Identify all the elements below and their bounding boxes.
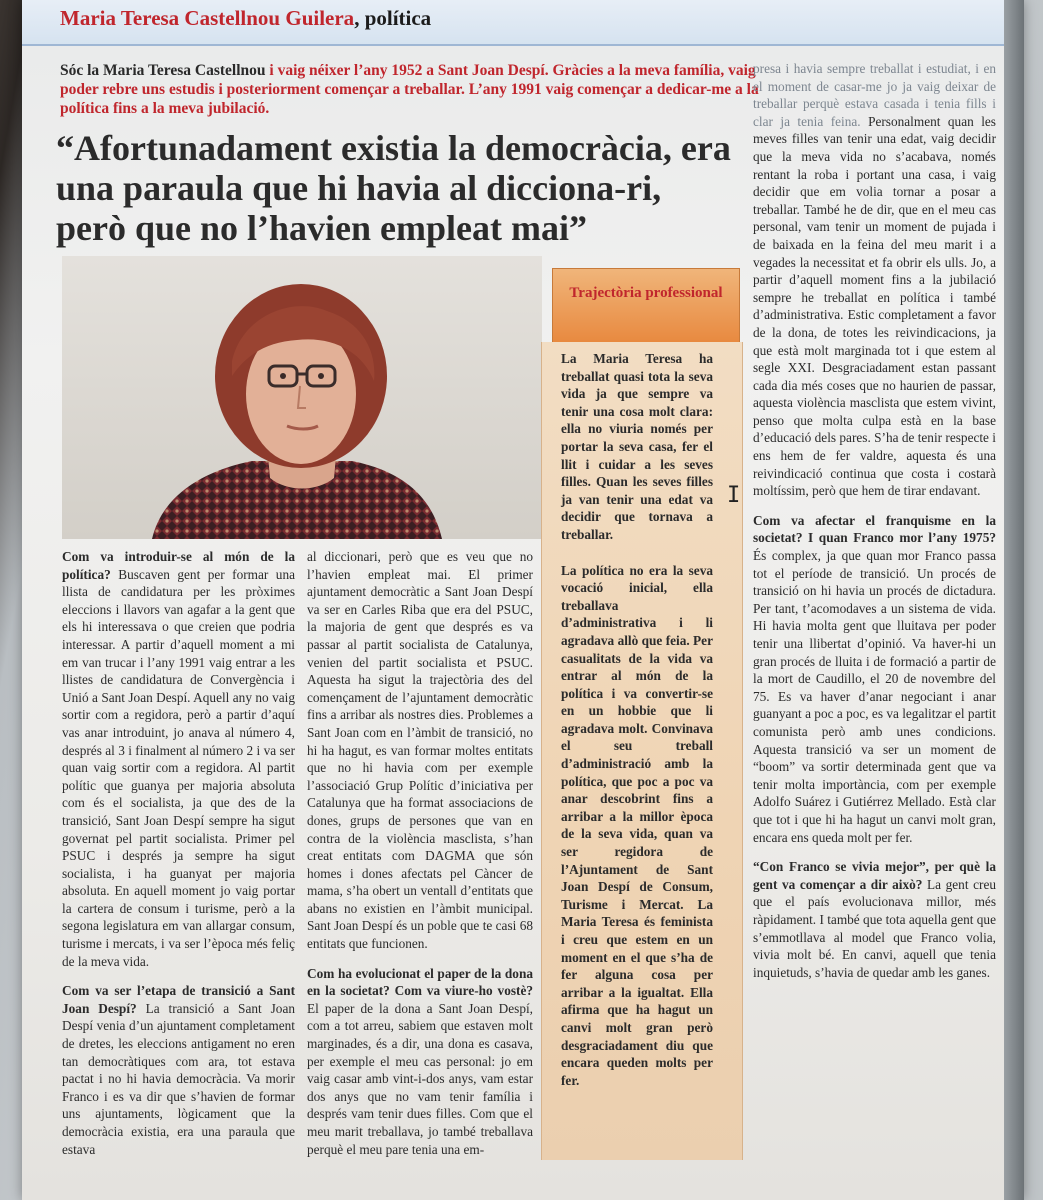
question-2: Com va ser l’etapa de transició a Sant Joan Despí?	[62, 983, 295, 1016]
monitor-bezel	[1004, 0, 1024, 1200]
intro-lead: Sóc la Maria Teresa Castellnou	[60, 62, 266, 79]
sidebar-header	[552, 268, 740, 344]
article-heading	[60, 6, 431, 31]
portrait-photo	[62, 256, 542, 539]
column-1-paragraph-2	[62, 982, 295, 1158]
answer-3-continued: presa i havia sempre treballat i estudiat, i en el moment de casar-me jo ja vaig deixar de treballar perquè estava casada i tenia fills i clar ja tenia feina.	[753, 61, 996, 129]
column-4-paragraph-3	[753, 858, 996, 981]
header-band	[22, 0, 1024, 46]
text-cursor-icon: I	[727, 483, 741, 508]
answer-2-start: La transició a Sant Joan Despí venia d’un ajuntament completament de dretes, les eleccions antigament no eren tan democràtiques com ara, tot estava pactat i no hi havia democràcia. Va morir Franco i es va dir que s’havien de formar uns ajuntaments, lògicament que la democràcia existia, era una paraula que estava	[62, 1000, 295, 1157]
column-1-paragraph-1	[62, 548, 295, 970]
column-4-paragraph-1	[753, 60, 996, 500]
sidebar-text	[561, 350, 713, 1107]
sidebar-title: Trajectòria professional	[569, 285, 723, 301]
person-role: , política	[354, 6, 432, 30]
question-3: Com ha evolucionat el paper de la dona en la societat? Com va viure-ho vostè?	[307, 965, 533, 999]
sidebar-paragraph-1: La Maria Teresa ha treballat quasi tota la seva vida ja que sempre va tenir una cosa molt clara: ella no viuria només per portar la seva casa, fer el llit i cuidar a les seves filles. Quan les seves filles ja van tenir una edat va decidir que tornava a treballar.	[561, 351, 713, 542]
pull-quote: “Afortunadament existia la democràcia, era una paraula que hi havia al dicciona-ri, però que no l’havien empleat mai”	[56, 128, 731, 248]
column-2	[307, 548, 533, 1170]
column-1	[62, 548, 295, 1170]
answer-1-continued: al diccionari, però que es veu que no l’havien empleat mai. El primer ajuntament democràtic a Sant Joan Despí va ser en Carles Riba que era del PSUC, la majoria de gent que després es va passar al partit socialista de Catalunya, venien del partit socialista et PSUC. Aquesta ha sigut la trajectòria des del començament de l’ajuntament democràtic fins a arribar als nostres dies. Problemes a Sant Joan com en l’àmbit de transició, no hi ha hagut, es van formar moltes entitats que no hi havia com per exemple l’associació Grup Polític d’iniciativa per Catalunya que ha format associacions de dones, grups de persones que van en contra de la violència masclista, s’han creat entitats com DAGMA que són homes i dones afectats pel Càncer de mama, s’ha obert un ventall d’entitats que abans no existien en l’àmbit municipal. Sant Joan Despí és un poble que te casi 68 entitats que funcionen.	[307, 549, 533, 952]
column-4-paragraph-2	[753, 512, 996, 846]
sidebar-paragraph-2: La política no era la seva vocació inicial, ella treballava d’administrativa i li agradava allò que feia. Per casualitats de la vida va entrar al món de la política i va convertir-se en un hobbie que li agradava molt. Convinava el seu treball d’administració amb la política, que poc a poc va anar descobrint fins a arribar a la millor època de la seva vida, quan va ser regidora de l’Ajuntament de Sant Joan Despí de Consum, Turisme i Mercat. La Maria Teresa és feminista i creu que estem en un moment en el que s’ha de fer alguna cosa per arribar a la igualtat. Ella afirma que ha hagut un canvi molt gran però desgraciadament diu que encara queden molts per fer.	[561, 562, 713, 1088]
question-4: Com va afectar el franquisme en la societat? I quan Franco mor l’any 1975?	[753, 512, 996, 546]
question-5: “Con Franco se vivia mejor”, per què la gent va començar a dir això?	[753, 859, 996, 892]
intro-rest: i vaig néixer l’any 1952 a Sant Joan Despí. Gràcies a la meva família, vaig poder rebre uns estudis i posteriorment començar a treballar. L’any 1991 vaig començar a dedicar-me a la política fins a la meva jubilació.	[60, 62, 759, 117]
portrait-illustration	[62, 256, 542, 539]
answer-1: Buscaven gent per formar una llista de candidatura per les pròximes eleccions i llavors van agafar a la gent que els hi interessava o que creien que podria interessar. A partir d’aquell moment a mi em van trucar i l’any 1991 vaig entrar a les llistes de candidatura de Convergència i Unió a Sant Joan Despí. Aquell any no vaig sortir com a regidora, però a partir d’aquí vas anar introduint, jo anava al número 4, després al 3 i finalment al número 2 i va ser quan vaig sortir com a regidora. Al partit polític que guanya per majoria absoluta com és el socialista, ja que des de la transició, Sant Joan Despí sempre ha sigut governat pel partit socialista. Primer pel PSUC i després ja sempre ha sigut socialista, i ha guanyat per majoria absoluta. En aquell moment jo vaig portar la cartera de consum i turisme, però a la segona legislatura em van allargar consum, turisme i mercats, i va ser l’època més feliç de la meva vida.	[62, 566, 295, 969]
question-1: Com va introduir-se al món de la política?	[62, 549, 295, 582]
magazine-page	[22, 0, 1024, 1200]
answer-3-end: Personalment quan les meves filles van tenir una edat, vaig decidir que la meva vida no s’acabava, només rentant la roba i portant una casa, i vaig decidir que em volia tornar a posar a treballar. També he de dir, que en el meu cas personal, vam tenir un moment de pujada i de baixada en la feina del meu marit i a vegades la necessitat et fa obrir els ulls. Jo, a partir d’aquell moment fins a la jubilació sempre he treballat en política i també d’administrativa. Estic completament a favor de la dona, de totes les reivindicacions, ja que està molt marginada tot i que estem al segle XXI. Desgraciadament estan passant cada dia més coses que no haurien de passar, aquesta violència masclista que estem vivint, penso que molta culpa està en la base d’educació dels pares. S’ha de tenir respecte i ens hem de fer valdre, aquesta és una reivindicació continua que costa i costarà moltíssim, però que hem de tirar endavant.	[753, 113, 996, 499]
person-name: Maria Teresa Castellnou Guilera	[60, 6, 355, 30]
answer-3-start: El paper de la dona a Sant Joan Despí, com a tot arreu, sabiem que estaven molt marginades, és a dir, una dona es casava, per exemple el meu cas personal: jo em vaig casar amb vint-i-dos anys, vam estar dos anys que no vam tenir família i després vam tenir dues filles. Com que el meu marit treballava, jo també treballava perquè el meu pare tenia una em-	[307, 1000, 533, 1157]
answer-4: És complex, ja que quan mor Franco passa tot el període de transició. Un procés de transició on hi havia un procés de dictadura. Per tant, t’acomodaves a un sistema de vida. Hi havia molta gent que lluitava per poder tenir una llibertat d’opinió. Va haver-hi un gran procés de lluita i de formació a partir de la mort de Caudillo, el 20 de novembre del 75. Es va haver d’anar negociant i anar guanyant a poc a poc, es va legalitzar el partit comunista però amb unes condicions. Aquesta transició va ser un moment de “boom” va sortir determinada gent que va tenir molta importància, com per exemple Adolfo Suárez i Gutiérrez Mellado. Està clar que tot i que hi ha hagut un canvi molt gran, encara ens queda molt per fer.	[753, 548, 996, 845]
answer-5: La gent creu que el país evolucionava millor, més ràpidament. I també que tota aquella gent que s’emmotllava al model que Franco volia, vivia molt bé. En canvi, aquell que tenia inquietuds, s’havia de quedar amb les ganes.	[753, 876, 996, 980]
column-2-paragraph-1	[307, 548, 533, 953]
column-4	[753, 60, 996, 993]
intro-paragraph	[60, 61, 760, 118]
column-2-paragraph-2	[307, 965, 533, 1159]
